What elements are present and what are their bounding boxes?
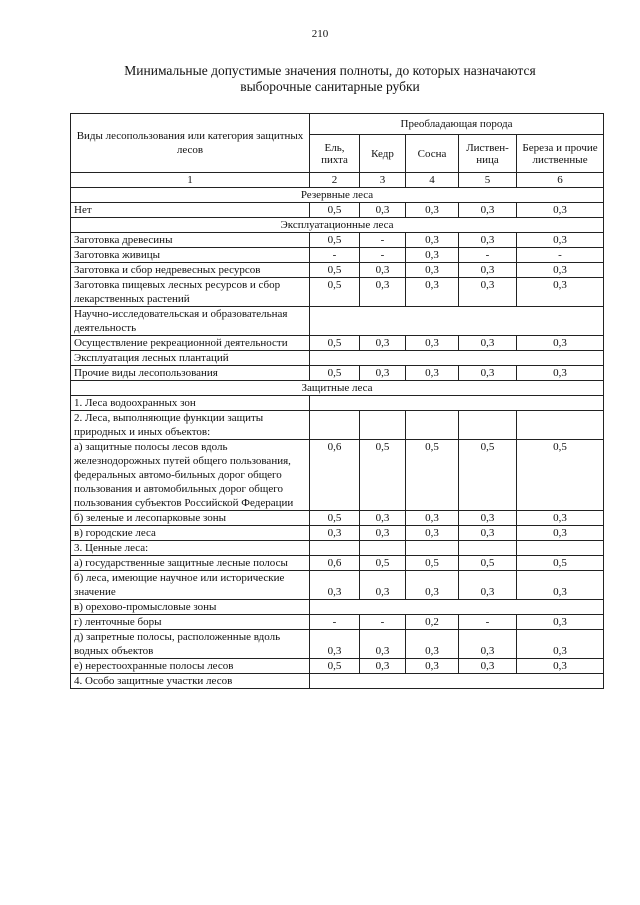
table-row [71, 556, 604, 571]
empty-cell [517, 541, 604, 556]
value-cell: 0,3 [360, 659, 406, 674]
row-label: б) леса, имеющие научное или исторические значение [71, 571, 310, 600]
value-cell: 0,3 [517, 263, 604, 278]
header-species-pine: Сосна [406, 135, 459, 173]
page-number: 210 [311, 28, 329, 40]
value-cell: 0,3 [517, 615, 604, 630]
value-cell: 0,3 [406, 630, 459, 659]
header-category: Виды лесопользования или категория защитных лесов [71, 114, 310, 173]
value-cell: 0,6 [310, 440, 360, 511]
col-number: 3 [360, 173, 406, 188]
row-label: Заготовка древесины [71, 233, 310, 248]
table-row [71, 600, 604, 615]
empty-cell [310, 411, 360, 440]
value-cell: 0,3 [360, 263, 406, 278]
row-label: 2. Леса, выполняющие функции защиты природных и иных объектов: [71, 411, 310, 440]
value-cell: 0,5 [310, 336, 360, 351]
value-cell: 0,5 [310, 233, 360, 248]
value-cell: 0,3 [459, 659, 517, 674]
value-cell: 0,3 [517, 526, 604, 541]
value-cell: 0,3 [517, 366, 604, 381]
empty-cell [459, 541, 517, 556]
not-limited-cell [310, 600, 604, 615]
value-cell: 0,5 [406, 556, 459, 571]
value-cell: 0,3 [517, 630, 604, 659]
row-label: 1. Леса водоохранных зон [71, 396, 310, 411]
value-cell: 0,3 [360, 278, 406, 307]
table-row [71, 307, 604, 336]
value-cell: 0,3 [406, 526, 459, 541]
table-row [71, 571, 604, 600]
table-row [71, 233, 604, 248]
empty-cell [406, 541, 459, 556]
table-row [71, 511, 604, 526]
not-limited-cell [310, 396, 604, 411]
row-label: Эксплуатация лесных плантаций [71, 351, 310, 366]
value-cell: 0,3 [459, 511, 517, 526]
density-table [70, 113, 604, 689]
value-cell: 0,5 [310, 659, 360, 674]
value-cell: - [310, 248, 360, 263]
header-species-birch: Береза и прочие лиственные [517, 135, 604, 173]
header-species-cedar: Кедр [360, 135, 406, 173]
value-cell: 0,3 [310, 571, 360, 600]
table-row [71, 526, 604, 541]
value-cell: 0,3 [517, 278, 604, 307]
section-row [71, 218, 604, 233]
not-limited-cell [310, 351, 604, 366]
table-row [71, 615, 604, 630]
value-cell: 0,3 [406, 571, 459, 600]
value-cell: - [459, 615, 517, 630]
value-cell: 0,2 [406, 615, 459, 630]
value-cell: 0,5 [360, 440, 406, 511]
table-row [71, 396, 604, 411]
value-cell: 0,3 [406, 278, 459, 307]
row-label: 4. Особо защитные участки лесов [71, 674, 310, 689]
value-cell: 0,3 [360, 526, 406, 541]
value-cell: 0,3 [517, 203, 604, 218]
value-cell: 0,3 [360, 571, 406, 600]
empty-cell [360, 541, 406, 556]
row-label: Нет [71, 203, 310, 218]
value-cell: 0,6 [310, 556, 360, 571]
empty-cell [517, 411, 604, 440]
col-number: 4 [406, 173, 459, 188]
section-heading: Эксплуатационные леса [71, 218, 604, 233]
value-cell: - [459, 248, 517, 263]
value-cell: 0,3 [310, 526, 360, 541]
table-row [71, 263, 604, 278]
title-line-2: выборочные санитарные рубки [240, 79, 420, 94]
value-cell: 0,3 [459, 233, 517, 248]
value-cell: 0,3 [517, 336, 604, 351]
empty-cell [459, 411, 517, 440]
value-cell: 0,5 [360, 556, 406, 571]
table-row [71, 203, 604, 218]
col-number: 5 [459, 173, 517, 188]
row-label: 3. Ценные леса: [71, 541, 310, 556]
value-cell: 0,3 [360, 630, 406, 659]
empty-cell [406, 411, 459, 440]
value-cell: 0,3 [459, 263, 517, 278]
value-cell: 0,3 [406, 203, 459, 218]
table-row [71, 366, 604, 381]
table-row [71, 351, 604, 366]
header-numbers-row [71, 173, 604, 188]
value-cell: 0,3 [459, 278, 517, 307]
header-row-1 [71, 114, 604, 135]
value-cell: 0,3 [360, 336, 406, 351]
row-label: г) ленточные боры [71, 615, 310, 630]
row-label: б) зеленые и лесопарковые зоны [71, 511, 310, 526]
value-cell: 0,3 [459, 203, 517, 218]
value-cell: 0,5 [517, 440, 604, 511]
row-label: в) орехово-промысловые зоны [71, 600, 310, 615]
value-cell: 0,3 [517, 659, 604, 674]
col-number: 2 [310, 173, 360, 188]
section-row [71, 188, 604, 203]
col-number: 1 [71, 173, 310, 188]
empty-cell [310, 541, 360, 556]
value-cell: - [310, 615, 360, 630]
value-cell: 0,3 [406, 366, 459, 381]
value-cell: 0,3 [459, 571, 517, 600]
value-cell: - [360, 248, 406, 263]
row-label: Заготовка пищевых лесных ресурсов и сбор лекарственных растений [71, 278, 310, 307]
value-cell: 0,5 [310, 203, 360, 218]
value-cell: 0,5 [310, 511, 360, 526]
table-row [71, 674, 604, 689]
value-cell: 0,3 [406, 659, 459, 674]
value-cell: 0,5 [459, 440, 517, 511]
title-line-1: Минимальные допустимые значения полноты, до которых назначаются [124, 63, 536, 78]
row-label: Заготовка живицы [71, 248, 310, 263]
header-dominant-species: Преобладающая порода [310, 114, 604, 135]
value-cell: 0,5 [310, 263, 360, 278]
value-cell: 0,3 [517, 571, 604, 600]
value-cell: - [360, 233, 406, 248]
table-row [71, 411, 604, 440]
value-cell: 0,3 [517, 233, 604, 248]
table-row [71, 630, 604, 659]
row-label: е) нерестоохранные полосы лесов [71, 659, 310, 674]
header-species-spruce: Ель, пихта [310, 135, 360, 173]
value-cell: 0,3 [459, 526, 517, 541]
row-label: а) защитные полосы лесов вдоль железнодорожных путей общего пользования, федеральных автомо-бильных дорог общего пользования и автомобильных дорог общего пользования субъектов Российской Федерации [71, 440, 310, 511]
not-limited-cell [310, 307, 604, 336]
row-label: Заготовка и сбор недревесных ресурсов [71, 263, 310, 278]
empty-cell [360, 411, 406, 440]
section-heading: Защитные леса [71, 381, 604, 396]
section-row [71, 381, 604, 396]
value-cell: 0,3 [406, 511, 459, 526]
value-cell: 0,3 [406, 233, 459, 248]
row-label: а) государственные защитные лесные полосы [71, 556, 310, 571]
value-cell: - [517, 248, 604, 263]
value-cell: 0,3 [360, 203, 406, 218]
row-label: Прочие виды лесопользования [71, 366, 310, 381]
value-cell: 0,5 [459, 556, 517, 571]
value-cell: 0,5 [310, 278, 360, 307]
value-cell: 0,3 [360, 366, 406, 381]
value-cell: 0,3 [406, 336, 459, 351]
row-label: Осуществление рекреационной деятельности [71, 336, 310, 351]
table-row [71, 541, 604, 556]
row-label: в) городские леса [71, 526, 310, 541]
table-row [71, 248, 604, 263]
value-cell: 0,3 [360, 511, 406, 526]
row-label: Научно-исследовательская и образовательная деятельность [71, 307, 310, 336]
table-row [71, 278, 604, 307]
value-cell: 0,5 [406, 440, 459, 511]
table-row [71, 440, 604, 511]
table-row [71, 336, 604, 351]
value-cell: 0,3 [459, 336, 517, 351]
value-cell: 0,3 [406, 263, 459, 278]
value-cell: 0,3 [406, 248, 459, 263]
not-limited-cell [310, 674, 604, 689]
value-cell: 0,3 [459, 630, 517, 659]
value-cell: 0,5 [310, 366, 360, 381]
section-heading: Резервные леса [71, 188, 604, 203]
value-cell: 0,3 [310, 630, 360, 659]
row-label: д) запретные полосы, расположенные вдоль водных объектов [71, 630, 310, 659]
header-species-larch: Листвен-ница [459, 135, 517, 173]
table-row [71, 659, 604, 674]
col-number: 6 [517, 173, 604, 188]
value-cell: 0,3 [459, 366, 517, 381]
value-cell: 0,5 [517, 556, 604, 571]
table-title [60, 63, 600, 95]
value-cell: - [360, 615, 406, 630]
value-cell: 0,3 [517, 511, 604, 526]
